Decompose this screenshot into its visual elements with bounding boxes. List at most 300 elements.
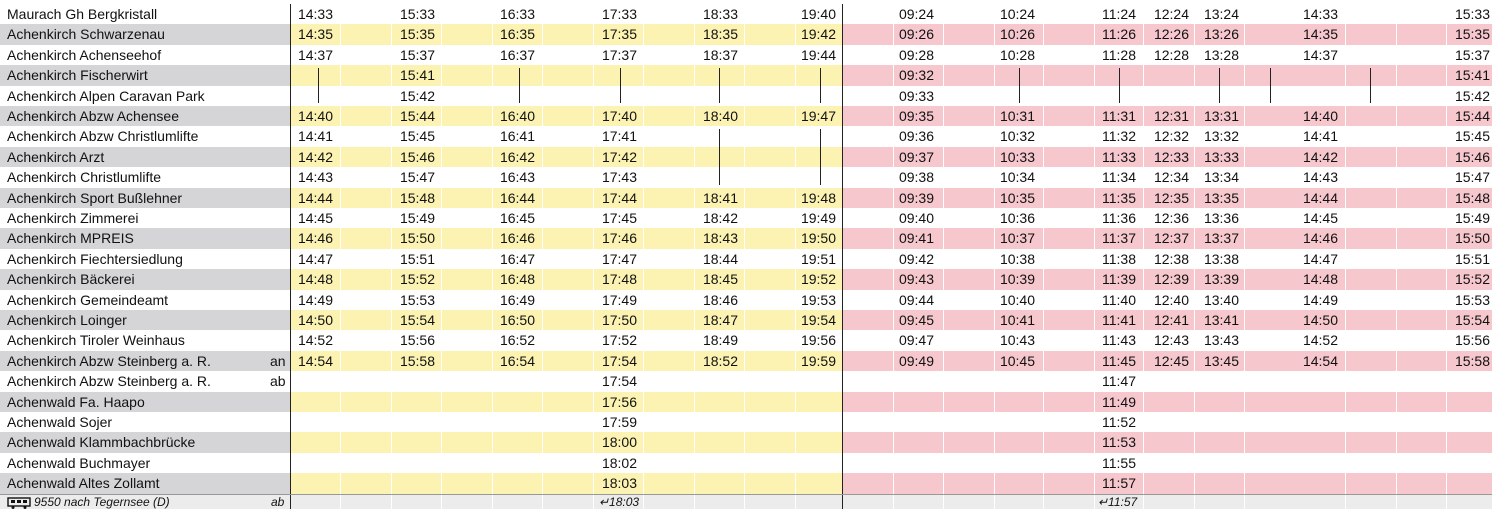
time-cell: 17:42 [601,148,637,165]
cell-divider [1194,4,1195,509]
cell-divider [542,4,543,509]
cell-divider [994,4,995,509]
cell-divider [1396,4,1397,509]
time-cell: 15:49 [399,210,435,226]
time-cell: 14:41 [1302,128,1338,145]
time-cell: 11:49 [1102,393,1136,410]
table-row [0,4,1492,24]
time-cell: 13:28 [1203,46,1239,63]
pass-through-line [1370,68,1371,103]
time-cell: 14:35 [297,26,333,43]
pass-through-line [719,68,720,103]
time-cell: 15:51 [1454,250,1490,267]
stop-name: Achenkirch Abzw Steinberg a. R. [7,373,211,390]
stop-name: Achenkirch Tiroler Weinhaus [7,332,185,349]
table-row [0,371,1492,391]
time-cell: 09:40 [898,210,934,226]
stop-name: Achenkirch Fischerwirt [7,67,148,84]
time-cell: 10:36 [999,210,1035,226]
time-cell: 14:49 [297,291,333,308]
time-cell: 10:38 [999,250,1035,267]
stop-name: Achenkirch Bäckerei [7,271,135,288]
time-cell: 17:46 [601,230,637,247]
time-cell: 18:47 [702,312,738,328]
table-row [0,147,1492,167]
time-cell: 10:43 [999,332,1035,349]
time-cell: 13:37 [1203,230,1239,247]
time-cell: 17:48 [601,271,637,288]
time-cell: 16:35 [499,26,535,43]
cell-divider [391,4,392,509]
time-cell: 09:45 [898,312,934,328]
time-cell: 18:37 [702,46,738,63]
stop-name: Achenkirch Arzt [7,148,105,165]
time-cell: 17:54 [601,352,637,369]
pass-through-line [318,68,319,103]
time-cell: 14:40 [1302,108,1338,124]
stop-name: Achenkirch Alpen Caravan Park [7,87,205,104]
time-cell: 11:45 [1102,352,1136,369]
time-cell: 14:48 [297,271,333,288]
time-cell: 16:46 [499,230,535,247]
time-cell: 14:37 [297,46,333,63]
time-cell: 12:34 [1153,169,1189,186]
time-cell: 16:45 [499,210,535,226]
time-cell: 10:40 [999,291,1035,308]
cell-divider [1244,4,1245,509]
table-row [0,269,1492,289]
time-cell: 11:55 [1102,454,1136,471]
time-cell: 13:31 [1203,108,1239,124]
time-cell: 15:33 [399,6,435,22]
time-cell: 12:32 [1153,128,1189,145]
cell-divider [1345,4,1346,509]
pass-through-line [620,68,621,103]
time-cell: 12:26 [1153,26,1189,43]
stop-name: Achenkirch Achenseehof [7,46,162,63]
time-cell: 19:53 [800,291,836,308]
time-cell: 09:44 [898,291,934,308]
time-cell: 11:57 [1102,475,1136,492]
time-cell: 14:48 [1302,271,1338,288]
time-cell: 15:53 [399,291,435,308]
time-cell: 18:00 [601,434,637,451]
table-row [0,310,1492,330]
time-cell: 10:35 [999,189,1035,206]
time-cell: 17:33 [601,6,637,22]
time-cell: 19:51 [800,250,836,267]
time-cell: 18:49 [702,332,738,349]
time-cell: 15:58 [1454,352,1490,369]
time-cell: 15:53 [1454,291,1490,308]
time-cell: 14:50 [1302,312,1338,328]
stop-name: Achenwald Altes Zollamt [7,475,160,492]
time-cell: 14:43 [297,169,333,186]
time-cell: 16:50 [499,312,535,328]
table-row [0,45,1492,65]
table-row [0,167,1492,187]
time-cell: 15:41 [399,67,435,84]
cell-divider [795,4,796,509]
cell-divider [893,4,894,509]
time-cell: 15:35 [399,26,435,43]
time-cell: 14:33 [297,6,333,22]
time-cell: 10:26 [999,26,1035,43]
stop-name: Achenwald Sojer [7,414,113,430]
time-cell: 16:48 [499,271,535,288]
time-cell: 12:41 [1153,312,1189,328]
time-cell: 12:45 [1153,352,1189,369]
stop-name: Achenwald Klammbachbrücke [7,434,196,451]
time-cell: 19:47 [800,108,836,124]
time-cell: 10:33 [999,148,1035,165]
time-cell: 16:43 [499,169,535,186]
time-cell: 19:42 [800,26,836,43]
time-cell: 14:35 [1302,26,1338,43]
cell-divider [593,4,594,509]
time-cell: 11:28 [1102,46,1136,63]
time-cell: 12:28 [1153,46,1189,63]
time-cell: 19:52 [800,271,836,288]
time-cell: 18:40 [702,108,738,124]
time-cell: 11:36 [1102,210,1136,226]
time-cell: 09:37 [898,148,934,165]
time-cell: 18:42 [702,210,738,226]
pass-through-line [519,68,520,103]
time-cell: 09:33 [898,87,934,104]
time-cell: 15:37 [399,46,435,63]
time-cell: 15:37 [1454,46,1490,63]
table-row [0,473,1492,493]
time-cell: 10:37 [999,230,1035,247]
time-cell: 11:31 [1102,108,1136,124]
time-cell: 12:31 [1153,108,1189,124]
time-cell: 11:38 [1102,250,1136,267]
time-cell: 15:44 [1454,108,1490,124]
time-cell: 15:47 [399,169,435,186]
pass-through-line [1119,68,1120,103]
cell-divider [694,4,695,509]
time-cell: 18:52 [702,352,738,369]
table-row [0,208,1492,228]
table-row [0,24,1492,44]
cell-divider [1446,4,1447,509]
table-row [0,249,1492,269]
time-cell: 15:52 [399,271,435,288]
table-row [0,126,1492,146]
time-cell: 13:38 [1203,250,1239,267]
time-cell: 15:52 [1454,271,1490,288]
footer-divider [0,494,1492,495]
time-cell: 13:43 [1203,332,1239,349]
time-cell: 14:45 [1302,210,1338,226]
time-cell: 12:40 [1153,291,1189,308]
time-cell: 13:26 [1203,26,1239,43]
stop-name: Achenkirch Fiechtersiedlung [7,250,183,267]
time-cell: 13:32 [1203,128,1239,145]
table-row [0,351,1492,371]
time-cell: 16:37 [499,46,535,63]
time-cell: 10:45 [999,352,1035,369]
time-cell: 17:56 [601,393,637,410]
time-cell: 14:44 [1302,189,1338,206]
time-cell: 09:39 [898,189,934,206]
time-cell: 13:36 [1203,210,1239,226]
time-cell: 18:03 [601,475,637,492]
table-row [0,65,1492,85]
section-divider [290,4,291,509]
time-cell: 13:39 [1203,271,1239,288]
time-cell: 09:32 [898,67,934,84]
section-divider [842,4,843,509]
time-cell: 15:54 [1454,312,1490,328]
time-cell: 17:47 [601,250,637,267]
time-cell: 11:47 [1102,373,1136,390]
time-cell: 15:44 [399,108,435,124]
time-cell: 19:56 [800,332,836,349]
footer-row [0,494,1492,509]
time-cell: 18:02 [601,454,637,471]
time-cell: 14:33 [1302,6,1338,22]
time-cell: 16:49 [499,291,535,308]
time-cell: 18:45 [702,271,738,288]
time-cell: 09:49 [898,352,934,369]
table-row [0,106,1492,126]
time-cell: 18:35 [702,26,738,43]
stop-name: Achenkirch MPREIS [7,230,134,247]
time-cell: 14:47 [1302,250,1338,267]
stop-name: Achenkirch Schwarzenau [7,26,165,43]
time-cell: 11:53 [1102,434,1136,451]
time-cell: 09:28 [898,46,934,63]
time-cell: 17:43 [601,169,637,186]
time-cell: 15:42 [399,87,435,104]
table-row [0,330,1492,350]
stop-name: Achenkirch Zimmerei [7,210,139,226]
time-cell: 09:41 [898,230,934,247]
table-row [0,392,1492,412]
time-cell: 11:33 [1102,148,1136,165]
time-cell: 09:24 [898,6,934,22]
time-cell: 15:49 [1454,210,1490,226]
time-cell: 14:46 [297,230,333,247]
time-cell: 15:46 [1454,148,1490,165]
time-cell: 15:48 [399,189,435,206]
time-cell: 14:50 [297,312,333,328]
time-cell: 09:43 [898,271,934,288]
table-row [0,228,1492,248]
time-cell: 12:35 [1153,189,1189,206]
table-row [0,412,1492,432]
stop-name: Achenkirch Sport Bußlehner [7,189,183,206]
time-cell: 19:49 [800,210,836,226]
cell-divider [943,4,944,509]
cell-divider [340,4,341,509]
time-cell: 15:33 [1454,6,1490,22]
time-cell: 15:41 [1454,67,1490,84]
time-cell: 12:39 [1153,271,1189,288]
time-cell: 17:44 [601,189,637,206]
time-cell: 15:45 [1454,128,1490,145]
stop-name: Maurach Gh Bergkristall [7,6,158,22]
time-cell: 15:42 [1454,87,1490,104]
time-cell: 11:52 [1102,414,1136,430]
footer-time: ↵18:03 [599,494,640,509]
time-cell: 16:42 [499,148,535,165]
time-cell: 18:44 [702,250,738,267]
pass-through-line [820,68,821,103]
time-cell: 14:42 [297,148,333,165]
time-cell: 11:43 [1102,332,1136,349]
time-cell: 10:28 [999,46,1035,63]
time-cell: 18:41 [702,189,738,206]
time-cell: 16:41 [499,128,535,145]
cell-divider [744,4,745,509]
time-cell: 19:44 [800,46,836,63]
time-cell: 15:46 [399,148,435,165]
time-cell: 13:24 [1203,6,1239,22]
time-cell: 09:35 [898,108,934,124]
time-cell: 13:33 [1203,148,1239,165]
time-cell: 17:37 [601,46,637,63]
time-cell: 11:40 [1102,291,1136,308]
time-cell: 17:40 [601,108,637,124]
time-cell: 10:32 [999,128,1035,145]
time-cell: 11:41 [1102,312,1136,328]
stop-name: Achenkirch Abzw Achensee [7,108,179,124]
time-cell: 15:45 [399,128,435,145]
bus-icon [7,496,31,514]
time-cell: 11:35 [1102,189,1136,206]
time-cell: 17:35 [601,26,637,43]
time-cell: 15:58 [399,352,435,369]
time-cell: 14:49 [1302,291,1338,308]
time-cell: 09:38 [898,169,934,186]
arrival-departure-tag: an [270,352,286,369]
time-cell: 13:40 [1203,291,1239,308]
time-cell: 14:42 [1302,148,1338,165]
time-cell: 17:50 [601,312,637,328]
pass-through-line [719,129,720,184]
time-cell: 18:43 [702,230,738,247]
table-row [0,290,1492,310]
time-cell: 16:52 [499,332,535,349]
time-cell: 14:40 [297,108,333,124]
time-cell: 10:39 [999,271,1035,288]
time-cell: 15:47 [1454,169,1490,186]
stop-name: Achenkirch Abzw Christlumlifte [7,128,199,145]
pass-through-line [1019,68,1020,103]
time-cell: 13:41 [1203,312,1239,328]
time-cell: 19:59 [800,352,836,369]
time-cell: 15:56 [1454,332,1490,349]
time-cell: 09:47 [898,332,934,349]
stop-name: Achenkirch Christlumlifte [7,169,162,186]
time-cell: 15:35 [1454,26,1490,43]
time-cell: 10:24 [999,6,1035,22]
cell-divider [1043,4,1044,509]
time-cell: 11:26 [1102,26,1136,43]
time-cell: 15:56 [399,332,435,349]
time-cell: 13:45 [1203,352,1239,369]
time-cell: 16:54 [499,352,535,369]
time-cell: 11:37 [1102,230,1136,247]
time-cell: 18:33 [702,6,738,22]
time-cell: 09:36 [898,128,934,145]
time-cell: 17:45 [601,210,637,226]
table-row [0,453,1492,473]
time-cell: 12:38 [1153,250,1189,267]
time-cell: 11:39 [1102,271,1136,288]
cell-divider [492,4,493,509]
time-cell: 14:46 [1302,230,1338,247]
time-cell: 14:41 [297,128,333,145]
time-cell: 14:37 [1302,46,1338,63]
time-cell: 10:31 [999,108,1035,124]
time-cell: 09:42 [898,250,934,267]
time-cell: 18:46 [702,291,738,308]
time-cell: 16:40 [499,108,535,124]
time-cell: 16:44 [499,189,535,206]
arrival-departure-tag: ab [270,373,286,390]
time-cell: 17:52 [601,332,637,349]
time-cell: 15:51 [399,250,435,267]
time-cell: 10:41 [999,312,1035,328]
time-cell: 14:52 [297,332,333,349]
time-cell: 14:54 [297,352,333,369]
footer-time: ↵11:57 [1098,494,1138,509]
time-cell: 12:43 [1153,332,1189,349]
time-cell: 17:49 [601,291,637,308]
time-cell: 11:32 [1102,128,1136,145]
time-cell: 16:33 [499,6,535,22]
pass-through-line [820,129,821,184]
cell-divider [1094,4,1095,509]
time-cell: 10:34 [999,169,1035,186]
table-row [0,432,1492,452]
time-cell: 11:24 [1102,6,1136,22]
time-cell: 11:34 [1102,169,1136,186]
time-cell: 14:52 [1302,332,1338,349]
time-cell: 14:47 [297,250,333,267]
cell-divider [441,4,442,509]
time-cell: 19:40 [800,6,836,22]
time-cell: 19:54 [800,312,836,328]
stop-name: Achenkirch Loinger [7,312,127,328]
pass-through-line [1270,68,1271,103]
time-cell: 17:54 [601,373,637,390]
time-cell: 12:24 [1153,6,1189,22]
time-cell: 17:59 [601,414,637,430]
footer-connection: 9550 nach Tegernsee (D) [34,494,170,509]
time-cell: 15:54 [399,312,435,328]
time-cell: 17:41 [601,128,637,145]
time-cell: 13:34 [1203,169,1239,186]
table-row [0,86,1492,106]
time-cell: 15:50 [1454,230,1490,247]
time-cell: 12:36 [1153,210,1189,226]
time-cell: 15:48 [1454,189,1490,206]
stop-name: Achenwald Buchmayer [7,454,151,471]
time-cell: 15:50 [399,230,435,247]
time-cell: 19:48 [800,189,836,206]
time-cell: 12:33 [1153,148,1189,165]
time-cell: 14:43 [1302,169,1338,186]
cell-divider [643,4,644,509]
stop-name: Achenkirch Abzw Steinberg a. R. [7,352,211,369]
table-row [0,188,1492,208]
time-cell: 19:50 [800,230,836,247]
